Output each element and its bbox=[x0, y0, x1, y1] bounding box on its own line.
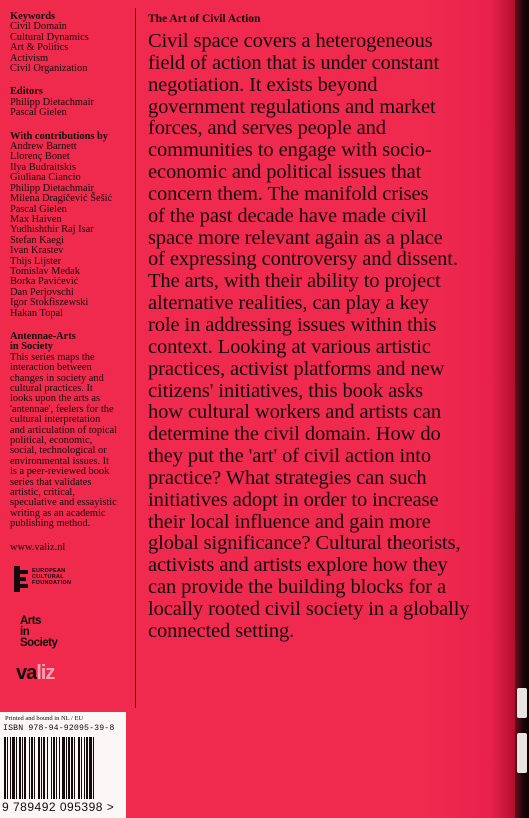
blurb-line: government regulations and market bbox=[148, 95, 436, 118]
blurb-line: citizens' initiatives, this book asks bbox=[148, 379, 424, 402]
editor-name: Pascal Gielen bbox=[10, 107, 67, 119]
series-description-line: and articulation of topical bbox=[10, 424, 118, 436]
contributor-name: Pascal Gielen bbox=[10, 203, 67, 215]
blurb-line: activists and artists explore how they bbox=[148, 554, 448, 577]
contributor-name: Tomislav Medak bbox=[10, 265, 80, 277]
printed-in-text: Printed and bound in NL / EU bbox=[5, 715, 84, 722]
series-description-line: social, technological or bbox=[10, 445, 107, 457]
contributor-name: Llorenç Bonet bbox=[10, 151, 70, 163]
edge-tab-mark bbox=[517, 733, 527, 773]
blurb-line: global significance? Cultural theorists, bbox=[148, 532, 461, 555]
contributor-name: Hakan Topal bbox=[10, 307, 64, 319]
contributor-name: Stefan Kaegi bbox=[10, 234, 64, 246]
series-heading: Antennae-Arts bbox=[10, 330, 76, 342]
series-description-line: speculative and essayistic bbox=[10, 497, 117, 509]
keywords-heading: Keywords bbox=[10, 11, 56, 22]
series-description-line: interaction between bbox=[10, 362, 92, 374]
blurb-line: forces, and serves people and bbox=[148, 117, 386, 140]
contributor-name: Giuliana Ciancio bbox=[10, 172, 81, 184]
contributors-heading: With contributions by bbox=[10, 130, 108, 142]
editors-heading: Editors bbox=[10, 86, 43, 98]
contributor-name: Philipp Dietachmair bbox=[10, 182, 94, 194]
keyword-item: Cultural Dynamics bbox=[10, 31, 89, 43]
blurb-line: alternative realities, can play a key bbox=[148, 292, 429, 315]
blurb-line: space more relevant again as a place bbox=[148, 226, 443, 249]
editor-name: Philipp Dietachmair bbox=[10, 96, 94, 108]
blurb-line: their local influence and gain more bbox=[148, 510, 431, 533]
series-description-line: artistic, critical, bbox=[10, 487, 75, 499]
blurb-line: they put the 'art' of civil action into bbox=[148, 445, 432, 468]
blurb-line: of the past decade have made civil bbox=[148, 204, 427, 227]
series-description bbox=[10, 353, 132, 530]
contributors-list bbox=[10, 142, 132, 319]
contributor-name: Yudhishthir Raj Isar bbox=[10, 224, 94, 236]
contributor-name: Andrew Barnett bbox=[10, 141, 77, 153]
contributor-name: Max Haiven bbox=[10, 213, 62, 225]
edge-tab-mark bbox=[517, 688, 527, 718]
column-divider bbox=[135, 8, 136, 708]
keywords-list bbox=[10, 22, 132, 74]
blurb-line: context. Looking at various artistic bbox=[148, 335, 431, 358]
contributor-name: Dan Perjovschi bbox=[10, 286, 74, 298]
series-description-line: environmental issues. It bbox=[10, 455, 109, 467]
blurb-line: locally rooted civil society in a globally bbox=[148, 597, 470, 620]
blurb-line: field of action that is under constant bbox=[148, 51, 440, 74]
website-link[interactable]: www.valiz.nl bbox=[10, 541, 66, 553]
blurb-line: of expressing controversy and dissent. bbox=[148, 248, 458, 271]
blurb-text bbox=[148, 31, 508, 643]
ecf-logo-text: EUROPEAN CULTURAL FOUNDATION bbox=[32, 568, 72, 586]
blurb-line: concern them. The manifold crises bbox=[148, 182, 429, 205]
blurb-line: how cultural workers and artists can bbox=[148, 401, 441, 424]
blurb-line: determine the civil domain. How do bbox=[148, 423, 441, 446]
left-column bbox=[10, 12, 132, 553]
series-description-line: 'antennae', feelers for the bbox=[10, 403, 114, 415]
blurb-line: initiatives adopt in order to increase bbox=[148, 488, 439, 511]
keyword-item: Civil Organization bbox=[10, 63, 88, 75]
valiz-logo: valiz bbox=[16, 662, 55, 684]
contributor-name: Igor Stokfiszewski bbox=[10, 297, 89, 309]
keyword-item: Activism bbox=[10, 52, 49, 64]
keyword-item: Art & Politics bbox=[10, 42, 69, 54]
series-heading: in Society bbox=[10, 341, 54, 353]
series-description-line: political, economic, bbox=[10, 435, 93, 447]
series-description-line: series that validates bbox=[10, 476, 92, 488]
blurb-line: role in addressing issues within this bbox=[148, 313, 437, 336]
blurb-line: can provide the building blocks for a bbox=[148, 576, 447, 599]
contributor-name: Ivan Krastev bbox=[10, 245, 64, 257]
blurb-line: negotiation. It exists beyond bbox=[148, 73, 378, 96]
series-description-line: writing as an academic bbox=[10, 507, 106, 519]
blurb-line: economic and political issues that bbox=[148, 161, 422, 184]
book-title: The Art of Civil Action bbox=[148, 13, 261, 25]
blurb-line: practice? What strategies can such bbox=[148, 466, 427, 489]
contributor-name: Milena Dragičević Šešić bbox=[10, 193, 113, 205]
contributor-name: Ilya Budraitskis bbox=[10, 161, 77, 173]
barcode-panel bbox=[0, 712, 126, 818]
blurb-line: The arts, with their ability to project bbox=[148, 270, 441, 293]
series-description-line: cultural practices. It bbox=[10, 383, 93, 394]
series-description-line: changes in society and bbox=[10, 372, 104, 384]
series-description-line: looks upon the arts as bbox=[10, 393, 101, 405]
blurb-line: connected setting. bbox=[148, 619, 295, 642]
blurb-line: communities to engage with socio- bbox=[148, 139, 432, 162]
isbn-text: ISBN 978-94-92095-39-8 bbox=[3, 724, 115, 733]
blurb-line: practices, activist platforms and new bbox=[148, 357, 445, 380]
barcode-icon bbox=[3, 737, 123, 799]
barcode-number: 9 789492 095398 > bbox=[2, 800, 115, 814]
arts-in-society-logo: Arts in Society bbox=[20, 615, 58, 649]
contributor-name: Borka Pavićević bbox=[10, 276, 79, 288]
blurb-line: Civil space covers a heterogeneous bbox=[148, 30, 433, 52]
editors-list bbox=[10, 98, 132, 119]
european-cultural-foundation-logo-icon bbox=[14, 566, 28, 592]
contributor-name: Thijs Lijster bbox=[10, 255, 62, 267]
series-description-line: publishing method. bbox=[10, 518, 91, 530]
series-description-line: is a peer-reviewed book bbox=[10, 466, 110, 478]
series-description-line: cultural interpretation bbox=[10, 414, 101, 426]
series-description-line: This series maps the bbox=[10, 351, 95, 363]
keyword-item: Civil Domain bbox=[10, 21, 67, 33]
